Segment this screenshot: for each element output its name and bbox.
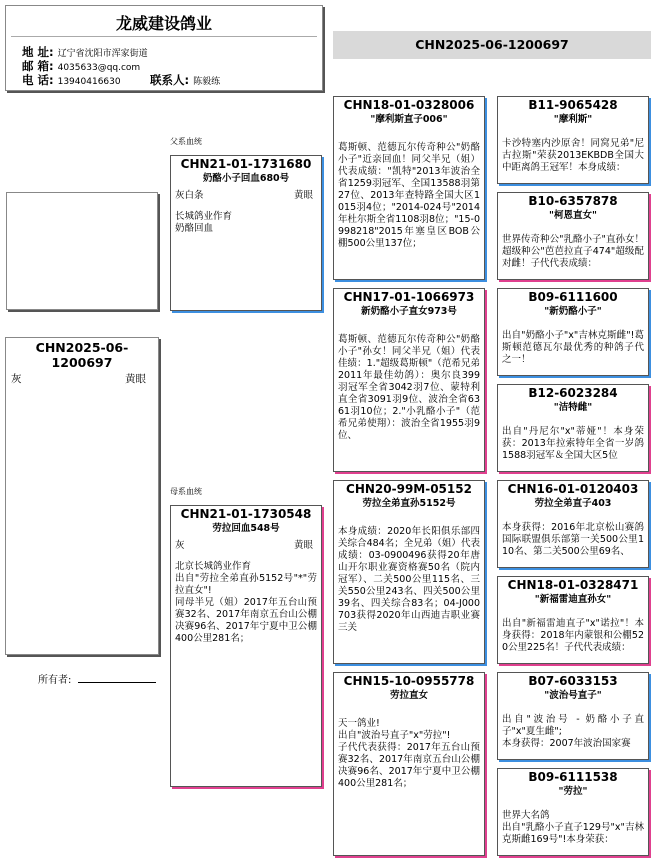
subject-color: 灰 <box>11 373 22 385</box>
gg8-note: 世界大名鸽 出自"乳酪小子直子129号"x"吉林克斯雌169号"!本身荣获： <box>502 810 644 845</box>
gg2-ring-number: B10-6357878 <box>528 194 618 208</box>
great-grandparent-card-7 <box>497 672 649 760</box>
gg6-note: 出自"新福雷迪直子"x"诺拉"！本身获得：2018年内蒙银和公棚520公里225名！子代代表成绩： <box>502 618 644 653</box>
pigeon-photo-frame <box>6 192 158 310</box>
sire-attributes <box>175 187 317 201</box>
gg3-name: "新奶酪小子" <box>544 306 602 317</box>
contact-row <box>150 72 220 88</box>
granddam-sire-ring-number: CHN17-01-1066973 <box>343 290 475 304</box>
sire-color: 灰白条 <box>175 190 204 201</box>
loft-header-card <box>5 5 323 91</box>
sire-eye: 黄眼 <box>293 190 313 201</box>
great-grandparent-card-6 <box>497 576 649 664</box>
subject-eye: 黄眼 <box>125 373 146 385</box>
owner-signature-line <box>78 682 156 683</box>
sire-name: 奶酪小子回血680号 <box>202 173 290 184</box>
gg1-ring-number: B11-9065428 <box>528 98 618 112</box>
grandsire-dam-card <box>333 480 485 664</box>
gg4-ring-number: B12-6023284 <box>528 386 618 400</box>
granddam-dam-name: 劳拉直女 <box>389 690 428 701</box>
granddam-sire-note: 葛斯顿、范德瓦尔传奇种公"奶酪小子"孙女！同父半兄（姐）代表佳绩：1."超级葛斯顿"（范希兄弟2011年最佳幼鸽）：奥尔良399羽冠军全省3042羽7位、蒙特利直全省3091羽9位、波治全省6361羽10位；2."小乳酪小子"（范希兄弟使翔）：波治全省1955羽9位、 <box>338 334 480 441</box>
granddam-sire-card <box>333 288 485 472</box>
gg7-ring-number: B07-6033153 <box>528 674 618 688</box>
great-grandparent-card-1 <box>497 96 649 184</box>
dam-attributes <box>175 537 317 551</box>
granddam-dam-ring-number: CHN15-10-0955778 <box>343 674 475 688</box>
gg5-ring-number: CHN16-01-0120403 <box>507 482 639 496</box>
dam-eye: 黄眼 <box>293 540 313 551</box>
gg5-name: 劳拉全弟直子403 <box>534 498 612 509</box>
gg8-ring-number: B09-6111538 <box>528 770 618 784</box>
gg7-note: 出自"波治号 - 奶酪小子直子"x"夏生雌"; 本身获得：2007年波治国家赛 <box>502 714 644 749</box>
dam-ring-number: CHN21-01-1730548 <box>180 507 312 521</box>
grandsire-sire-note: 葛斯顿、范德瓦尔传奇种公"奶酪小子"近亲回血！同父半兄（姐）代表成绩："凯特"2013年波治全省1259羽冠军、全国13588羽第27位、2013年查特路全国大区1015羽4位；"2014-024号"2014年杜尔斯全省1108羽8位；"15-0998218"2015年塞皇区BOB公棚500公里137位； <box>338 142 480 249</box>
email-value: 4035633@qq.com <box>57 63 141 73</box>
sire-line-label: 父系血统 <box>170 137 202 146</box>
gg5-note: 本身获得：2016年北京松山赛鸽国际联盟俱乐部第一关500公里110名、第二关500公里69名、 <box>502 522 644 557</box>
loft-name: 龙威建设鸽业 <box>115 14 212 33</box>
sire-note: 长城鸽业作育 奶酪回血 <box>175 211 233 234</box>
gg7-name: "波治号直子" <box>544 690 602 701</box>
great-grandparent-card-4 <box>497 384 649 472</box>
address-label: 地 址: <box>22 45 54 59</box>
gg4-name: "洁特雌" <box>553 402 593 413</box>
gg4-note: 出自"丹尼尔"x"蒂娅"！本身荣获：2013年拉索特年全省一岁鸽1588羽冠军＆全国大区5位 <box>502 426 644 461</box>
dam-color: 灰 <box>175 540 185 551</box>
gg1-name: "摩利斯" <box>553 114 593 125</box>
great-grandparent-card-8 <box>497 768 649 856</box>
ring-number-banner: CHN2025-06-1200697 <box>333 31 651 59</box>
gg1-note: 卡沙特塞内沙原舍！同窝兄弟"尼古拉斯"荣获2013EKBDB全国大中距离鸽王冠军！本身成绩： <box>502 138 644 173</box>
gg2-name: "柯恩直女" <box>549 210 597 221</box>
great-grandparent-card-5 <box>497 480 649 568</box>
grandsire-sire-card <box>333 96 485 280</box>
phone-value: 13940416630 <box>57 77 121 87</box>
gg6-ring-number: CHN18-01-0328471 <box>507 578 639 592</box>
contact-label: 联系人: <box>150 73 190 87</box>
granddam-sire-name: 新奶酪小子直女973号 <box>361 306 457 317</box>
grandsire-sire-name: "摩利斯直子006" <box>370 114 448 125</box>
granddam-dam-card <box>333 672 485 856</box>
sire-ring-number: CHN21-01-1731680 <box>180 157 312 171</box>
sire-card <box>170 155 322 311</box>
gg2-note: 世界传奇种公"乳酪小子"直孙女！超级种公"芭芭拉直子474"超级配对雌！子代代表成绩： <box>502 234 644 269</box>
great-grandparent-card-3 <box>497 288 649 376</box>
subject-ring-number: CHN2025-06-1200697 <box>35 340 129 370</box>
grandsire-dam-note: 本身成绩：2020年长阳俱乐部四关综合484名；全兄弟（姐）代表成绩：03-0900496获得20年唐山开尔职业赛资格赛50名（院内冠军）、二关500公里115名、三关550公里243名、四关500公里39名、四关综合83名；04-J000703获得2020年山西迪吉职业赛三关 <box>338 526 480 633</box>
subject-pigeon-card <box>5 337 159 655</box>
email-label: 邮 箱: <box>22 59 54 73</box>
great-grandparent-card-2 <box>497 192 649 280</box>
gg8-name: "劳拉" <box>558 786 588 797</box>
phone-label: 电 话: <box>22 73 54 87</box>
header-divider <box>11 36 317 37</box>
dam-note: 北京长城鸽业作育 出自"劳拉全弟直孙5152号"*"劳拉直女"! 同母半兄（姐）2017年五台山预赛32名、2017年南京五台山公棚决赛96名、2017年宁夏中卫公棚400公里281名； <box>175 561 317 644</box>
grandsire-dam-name: 劳拉全弟直孙5152号 <box>362 498 456 509</box>
contact-value: 陈毅练 <box>193 77 221 87</box>
gg3-note: 出自"奶酪小子"x"吉林克斯雌"!葛斯顿范德瓦尔最优秀的种鸽子代之一！ <box>502 330 644 365</box>
phone-row <box>22 72 121 88</box>
gg6-name: "新福雷迪直孙女" <box>534 594 612 605</box>
dam-name: 劳拉回血548号 <box>212 523 280 534</box>
owner-label: 所有者: <box>38 675 72 686</box>
dam-line-label: 母系血统 <box>170 487 202 496</box>
dam-card <box>170 505 322 787</box>
address-value: 辽宁省沈阳市浑家街道 <box>57 49 148 59</box>
grandsire-sire-ring-number: CHN18-01-0328006 <box>343 98 475 112</box>
grandsire-dam-ring-number: CHN20-99M-05152 <box>346 482 472 496</box>
granddam-dam-note: 天一鸽业! 出自"波治号直子"x"劳拉"! 子代代表获得：2017年五台山预赛32名、2017年南京五台山公棚决赛96名、2017年宁夏中卫公棚400公里281名； <box>338 718 480 789</box>
gg3-ring-number: B09-6111600 <box>528 290 618 304</box>
